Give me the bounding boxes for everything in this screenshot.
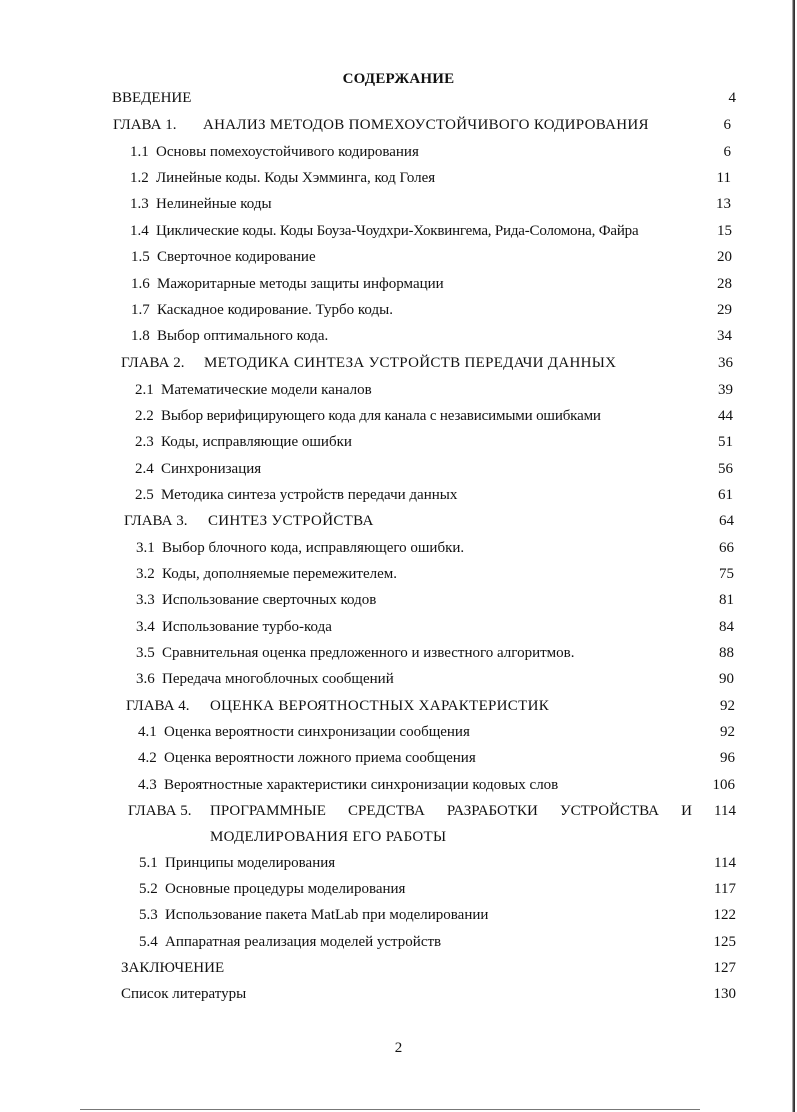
toc-chapter-5-title-line1	[210, 801, 692, 821]
toc-section-number: 2.5	[135, 487, 154, 503]
toc-chapter-number: ГЛАВА 2.	[121, 355, 185, 371]
toc-section-number: 5.1	[139, 855, 158, 871]
toc-entry-5-4	[139, 932, 736, 952]
toc-entry-4-1	[138, 722, 735, 742]
toc-page-number: 61	[718, 487, 733, 503]
toc-page-number: 66	[719, 540, 734, 556]
toc-entry-1-2	[130, 168, 731, 188]
scan-edge-right	[792, 0, 795, 1112]
toc-entry-2-3	[135, 432, 733, 452]
toc-section-number: 1.3	[130, 196, 149, 212]
toc-entry-3-4	[136, 617, 734, 637]
toc-page-number: 96	[720, 750, 735, 766]
toc-section-number: 3.6	[136, 671, 155, 687]
toc-text: Нелинейные коды	[156, 196, 272, 212]
toc-text: Использование сверточных кодов	[162, 592, 377, 608]
toc-chapter-4	[126, 696, 735, 716]
toc-text: Выбор верифицирующего кода для канала с независимыми ошибками	[161, 408, 601, 424]
toc-page-number: 15	[717, 223, 732, 239]
toc-text: МЕТОДИКА СИНТЕЗА УСТРОЙСТВ ПЕРЕДАЧИ ДАННЫХ	[204, 355, 617, 371]
toc-text: Коды, исправляющие ошибки	[161, 434, 352, 450]
toc-page-number: 6	[723, 144, 731, 160]
toc-page-number: 90	[719, 671, 734, 687]
toc-text: Основные процедуры моделирования	[165, 881, 406, 897]
toc-text: Принципы моделирования	[165, 855, 336, 871]
toc-text: Оценка вероятности ложного приема сообщения	[164, 750, 476, 766]
toc-page-number: 75	[719, 566, 734, 582]
toc-text: Сравнительная оценка предложенного и известного алгоритмов.	[162, 645, 575, 661]
toc-entry-introduction	[112, 88, 736, 108]
toc-page-number: 81	[719, 592, 734, 608]
toc-page-number: 127	[713, 960, 736, 976]
toc-entry-1-4	[130, 221, 732, 241]
toc-entry-2-1	[135, 380, 733, 400]
toc-chapter-number: ГЛАВА 4.	[126, 698, 190, 714]
toc-page-number: 114	[714, 855, 736, 871]
toc-page-number: 4	[728, 90, 736, 106]
toc-section-number: 1.5	[131, 249, 150, 265]
toc-text: СИНТЕЗ УСТРОЙСТВА	[208, 513, 374, 529]
toc-entry-1-8	[131, 326, 732, 346]
toc-entry-2-4	[135, 459, 733, 479]
toc-word: СРЕДСТВА	[347, 803, 425, 819]
toc-entry-5-1	[139, 853, 736, 873]
toc-page-number: 130	[713, 986, 736, 1002]
toc-chapter-2	[121, 353, 733, 373]
toc-text: Передача многоблочных сообщений	[162, 671, 394, 687]
toc-entry-4-2	[138, 748, 735, 768]
toc-page-number: 92	[720, 724, 735, 740]
toc-page-number: 36	[718, 355, 733, 371]
toc-section-number: 1.7	[131, 302, 150, 318]
toc-entry-1-5	[131, 247, 732, 267]
toc-chapter-3	[124, 511, 734, 531]
toc-page-number: 106	[712, 777, 735, 793]
toc-text: Коды, дополняемые перемежителем.	[162, 566, 398, 582]
toc-page-number: 125	[713, 934, 736, 950]
toc-entry-3-3	[136, 590, 734, 610]
toc-section-number: 1.6	[131, 276, 150, 292]
toc-section-number: 4.2	[138, 750, 157, 766]
toc-page-number: 64	[719, 513, 734, 529]
toc-page-number: 39	[718, 382, 733, 398]
toc-entry-references	[121, 984, 736, 1004]
toc-page-number: 114	[714, 803, 736, 819]
toc-entry-3-1	[136, 538, 734, 558]
toc-text: ОЦЕНКА ВЕРОЯТНОСТНЫХ ХАРАКТЕРИСТИК	[210, 698, 550, 714]
toc-page-number: 34	[717, 328, 732, 344]
page-number: 2	[394, 1040, 403, 1056]
toc-section-number: 3.2	[136, 566, 155, 582]
toc-section-number: 1.8	[131, 328, 150, 344]
toc-text: Вероятностные характеристики синхронизации кодовых слов	[164, 777, 559, 793]
toc-section-number: 5.2	[139, 881, 158, 897]
toc-entry-4-3	[138, 775, 735, 795]
toc-page-number: 51	[718, 434, 733, 450]
toc-page-number: 122	[713, 907, 736, 923]
toc-page-number: 13	[716, 196, 731, 212]
toc-word: УСТРОЙСТВА	[559, 803, 660, 819]
toc-entry-3-6	[136, 669, 734, 689]
toc-section-number: 3.1	[136, 540, 155, 556]
toc-page-number: 56	[718, 461, 733, 477]
toc-text: Оценка вероятности синхронизации сообщения	[164, 724, 470, 740]
toc-page-number: 44	[718, 408, 733, 424]
toc-page-number: 11	[716, 170, 731, 186]
toc-entry-conclusion	[121, 958, 736, 978]
toc-text: ЗАКЛЮЧЕНИЕ	[121, 960, 225, 976]
toc-section-number: 3.5	[136, 645, 155, 661]
toc-section-number: 2.3	[135, 434, 154, 450]
toc-entry-5-3	[139, 905, 736, 925]
toc-section-number: 1.1	[130, 144, 149, 160]
toc-chapter-number: ГЛАВА 5.	[128, 803, 192, 819]
toc-text: АНАЛИЗ МЕТОДОВ ПОМЕХОУСТОЙЧИВОГО КОДИРОВАНИЯ	[203, 117, 649, 133]
toc-chapter-number: ГЛАВА 1.	[113, 117, 177, 133]
toc-section-number: 3.4	[136, 619, 155, 635]
scan-edge-bottom	[80, 1109, 700, 1110]
toc-word: И	[681, 803, 692, 819]
toc-entry-1-6	[131, 274, 732, 294]
toc-section-number: 3.3	[136, 592, 155, 608]
toc-entry-5-2	[139, 879, 736, 899]
page-title: СОДЕРЖАНИЕ	[342, 71, 455, 87]
toc-text: Методика синтеза устройств передачи данных	[161, 487, 458, 503]
toc-section-number: 5.3	[139, 907, 158, 923]
toc-text: Основы помехоустойчивого кодирования	[156, 144, 419, 160]
toc-entry-3-5	[136, 643, 734, 663]
toc-page-number: 117	[714, 881, 736, 897]
toc-text: Циклические коды. Коды Боуза-Чоудхри-Хоквингема, Рида-Соломона, Файра	[156, 223, 639, 239]
toc-entry-1-1	[130, 142, 731, 162]
toc-chapter-1	[113, 115, 731, 135]
toc-section-number: 1.4	[130, 223, 149, 239]
toc-text: МОДЕЛИРОВАНИЯ ЕГО РАБОТЫ	[210, 829, 447, 845]
toc-section-number: 2.2	[135, 408, 154, 424]
toc-entry-3-2	[136, 564, 734, 584]
toc-entry-2-2	[135, 406, 733, 426]
toc-entry-1-7	[131, 300, 732, 320]
toc-page-number: 28	[717, 276, 732, 292]
toc-page-number: 29	[717, 302, 732, 318]
toc-word: РАЗРАБОТКИ	[446, 803, 538, 819]
toc-section-number: 4.3	[138, 777, 157, 793]
toc-text: Аппаратная реализация моделей устройств	[165, 934, 442, 950]
toc-page-number: 84	[719, 619, 734, 635]
toc-entry-1-3	[130, 194, 731, 214]
toc-text: Список литературы	[121, 986, 247, 1002]
toc-section-number: 4.1	[138, 724, 157, 740]
toc-text: Выбор блочного кода, исправляющего ошибки.	[162, 540, 465, 556]
toc-page-number: 88	[719, 645, 734, 661]
toc-section-number: 5.4	[139, 934, 158, 950]
toc-text: Выбор оптимального кода.	[157, 328, 329, 344]
toc-section-number: 2.4	[135, 461, 154, 477]
toc-text: Линейные коды. Коды Хэмминга, код Голея	[156, 170, 436, 186]
toc-text: ВВЕДЕНИЕ	[112, 90, 192, 106]
toc-page-number: 92	[720, 698, 735, 714]
toc-text: Сверточное кодирование	[157, 249, 316, 265]
toc-section-number: 2.1	[135, 382, 154, 398]
toc-chapter-number: ГЛАВА 3.	[124, 513, 188, 529]
toc-page-number: 20	[717, 249, 732, 265]
toc-text: Каскадное кодирование. Турбо коды.	[157, 302, 393, 318]
toc-text: Мажоритарные методы защиты информации	[157, 276, 444, 292]
toc-chapter-5-title-line2	[210, 827, 610, 847]
toc-page-number: 6	[723, 117, 731, 133]
toc-section-number: 1.2	[130, 170, 149, 186]
toc-chapter-5	[128, 801, 736, 821]
toc-text: Использование пакета MatLab при моделировании	[165, 907, 489, 923]
toc-text: Использование турбо-кода	[162, 619, 332, 635]
toc-text: Математические модели каналов	[161, 382, 372, 398]
toc-word: ПРОГРАММНЫЕ	[210, 803, 326, 819]
toc-text: Синхронизация	[161, 461, 262, 477]
toc-entry-2-5	[135, 485, 733, 505]
